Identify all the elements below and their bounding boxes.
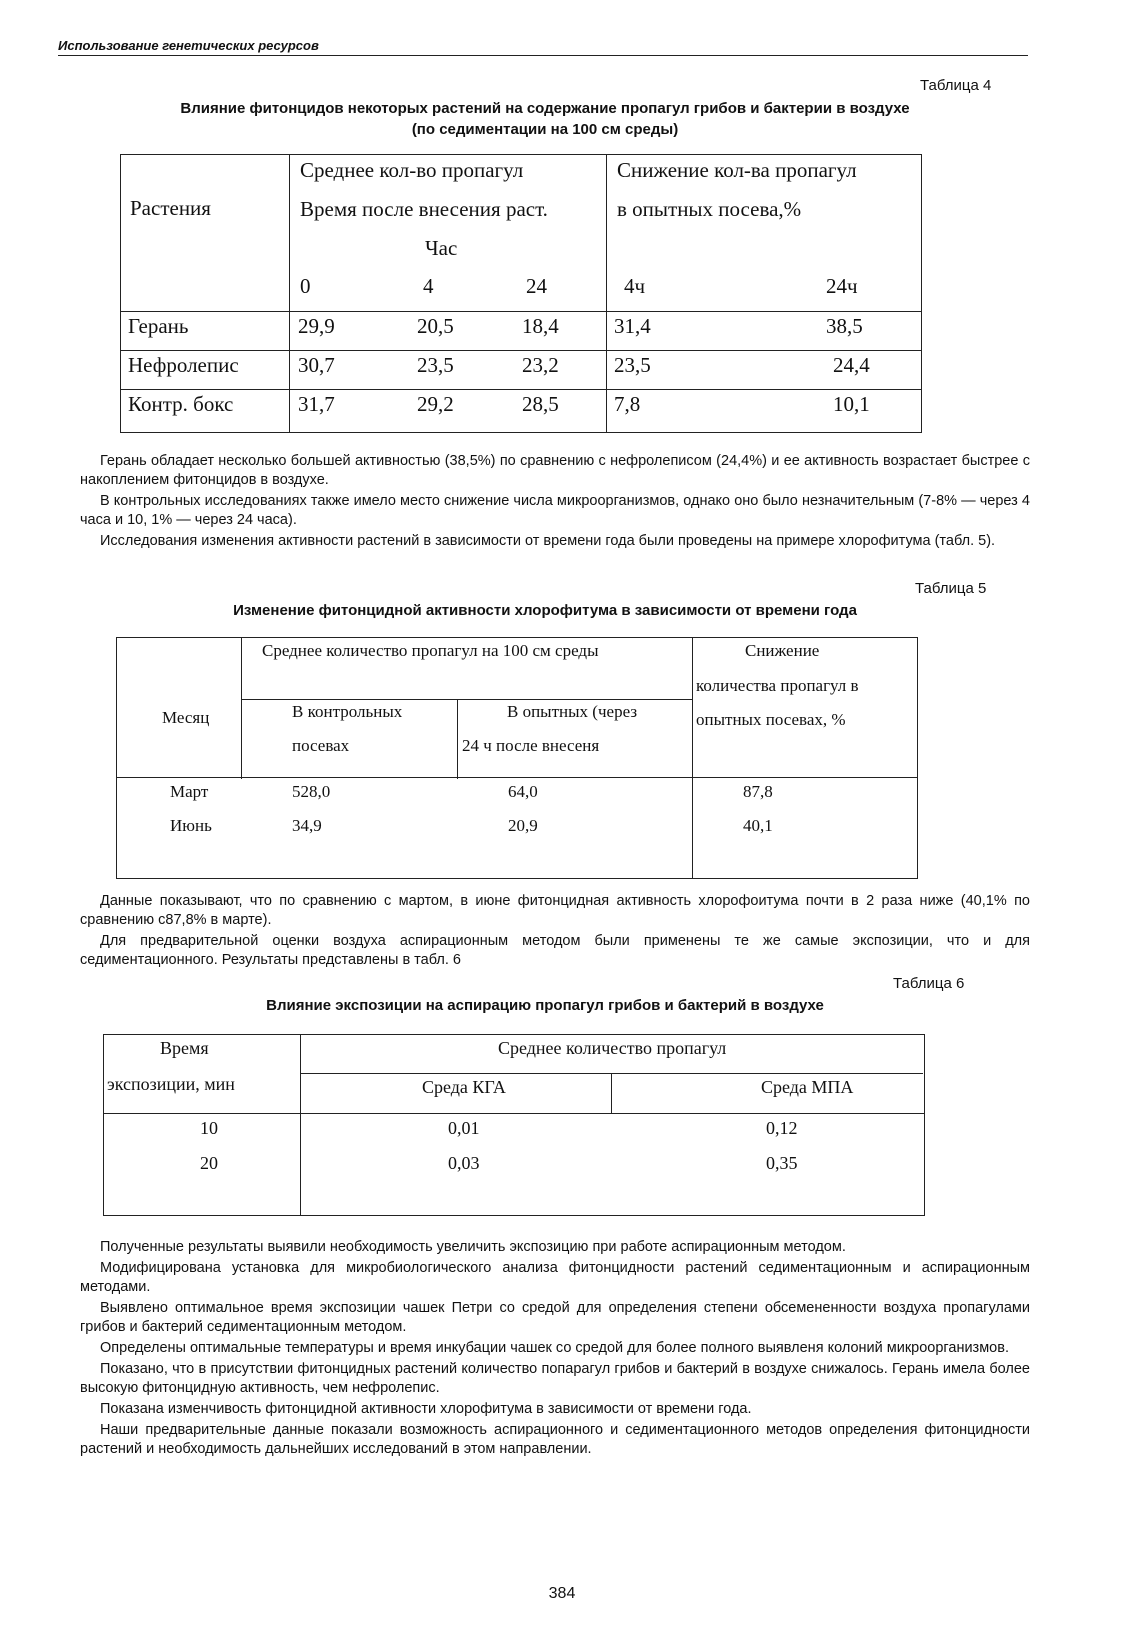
table6-cell: 0,12 — [766, 1118, 798, 1138]
table5-header-exp-2: 24 ч после внесеня — [462, 736, 600, 755]
table6-cell: 0,03 — [448, 1153, 480, 1173]
table5-divider — [457, 699, 458, 779]
table4-cell: 29,2 — [417, 392, 454, 416]
paragraph: Герань обладает несколько большей активностью (38,5%) по сравнению с нефролеписом (24,4%) и ее активность возрастает быстрее с накоплением фитонцидов в воздухе. — [80, 453, 1030, 488]
table4-title — [60, 98, 1030, 140]
table5-cell: Март — [170, 782, 209, 801]
table6-header-mpa: Среда МПА — [761, 1077, 854, 1097]
paragraph: Показано, что в присутствии фитонцидных растений количество попарагул грибов и бактерий в воздухе снижалось. Герань имела более высокую фитонцидную активность, чем нефролепис. — [80, 1361, 1030, 1396]
table6-header-avg: Среднее количество пропагул — [498, 1038, 727, 1058]
paragraph: Определены оптимальные температуры и время инкубации чашек со средой для более полного выявленя колоний микроорганизмов. — [100, 1340, 1009, 1356]
table4-title-line2: (по седиментации на 100 см среды) — [411, 121, 679, 138]
table5-header-avg: Среднее количество пропагул на 100 см среды — [262, 641, 599, 660]
table5-header-reduction: Снижение — [745, 641, 820, 660]
running-header: Использование генетических ресурсов — [58, 38, 1028, 56]
table5-header-reduction-2: количества пропагул в — [696, 676, 859, 695]
table4-header-time: Время после внесения раст. — [300, 197, 548, 221]
body-text-3 — [80, 1238, 1030, 1461]
table4-cell: 30,7 — [298, 353, 335, 377]
table6-cell: 0,01 — [448, 1118, 480, 1138]
table4-cell: 10,1 — [833, 392, 870, 416]
paragraph: Полученные результаты выявили необходимость увеличить экспозицию при работе аспирационным методом. — [100, 1239, 846, 1255]
table6-divider — [611, 1073, 612, 1113]
table4-cell: 23,2 — [522, 353, 559, 377]
table4-header-avg: Среднее кол-во пропагул — [300, 158, 524, 182]
table4-divider — [289, 154, 290, 432]
table6-divider — [300, 1034, 301, 1215]
table5-cell: 40,1 — [743, 816, 773, 835]
table5-header-reduction-3: опытных посевах, % — [696, 710, 846, 729]
table4-cell: 38,5 — [826, 314, 863, 338]
table5-header-control-2: посевах — [292, 736, 350, 755]
table6-header-kga: Среда КГА — [422, 1077, 506, 1097]
table5-cell: 20,9 — [508, 816, 538, 835]
table5-cell: 528,0 — [292, 782, 331, 801]
table6-divider — [300, 1073, 923, 1074]
table4-divider — [120, 389, 922, 390]
table6-divider — [103, 1113, 925, 1114]
table5-divider — [116, 777, 918, 778]
table4-subheader: 24 — [526, 274, 547, 298]
page-number: 384 — [548, 1585, 576, 1602]
table4-cell: 20,5 — [417, 314, 454, 338]
table5-title: Изменение фитонцидной активности хлорофитума в зависимости от времени года — [233, 602, 857, 619]
paragraph: Выявлено оптимальное время экспозиции чашек Петри со средой для определения степени обсемененности воздуха пропагулами грибов и бактерий седиментационным методом. — [80, 1300, 1030, 1335]
table5-divider — [241, 699, 692, 700]
table4-cell: 28,5 — [522, 392, 559, 416]
table6-label: Таблица 6 — [893, 975, 965, 992]
table4-cell: Контр. бокс — [128, 392, 234, 416]
table4-subheader: 4ч — [624, 274, 646, 298]
table4-border — [120, 154, 922, 433]
table4-label: Таблица 4 — [920, 77, 992, 94]
paragraph: Модифицирована установка для микробиологического анализа фитонцидности растений седиментационным и аспирационным методами. — [80, 1260, 1030, 1295]
table5-border — [116, 637, 918, 879]
paragraph: Для предварительной оценки воздуха аспирационным методом были применены те же самые экспозиции, что и для седиментационного. Результаты представлены в табл. 6 — [80, 933, 1030, 968]
paragraph: Показана изменчивость фитонцидной активности хлорофитума в зависимости от времени года. — [100, 1401, 752, 1417]
table6-title: Влияние экспозиции на аспирацию пропагул грибов и бактерий в воздухе — [266, 997, 824, 1014]
table5-label: Таблица 5 — [915, 580, 987, 597]
table4-divider — [120, 350, 922, 351]
table4-cell: 23,5 — [417, 353, 454, 377]
table4-title-line1: Влияние фитонцидов некоторых растений на содержание пропагул грибов и бактерии в воздухе — [180, 100, 910, 117]
table5-header-month: Месяц — [162, 708, 210, 727]
table4-cell: 29,9 — [298, 314, 335, 338]
table4-cell: 7,8 — [614, 392, 641, 416]
table4-header-plants: Растения — [130, 196, 211, 220]
table5-header-control: В контрольных — [292, 702, 403, 721]
table4-cell: 23,5 — [614, 353, 651, 377]
paragraph: Исследования изменения активности растений в зависимости от времени года были проведены на примере хлорофитума (табл. 5). — [100, 533, 996, 549]
table5-divider — [241, 637, 242, 779]
table6-header-time: Время — [160, 1038, 209, 1058]
table4-cell: 18,4 — [522, 314, 559, 338]
table4-divider — [120, 311, 922, 312]
table6-cell: 10 — [200, 1118, 218, 1138]
table4-subheader: 24ч — [826, 274, 858, 298]
table6-border — [103, 1034, 925, 1216]
table4-header-reduction-2: в опытных посева,% — [617, 197, 802, 221]
table4-cell: 31,7 — [298, 392, 335, 416]
table5-cell: 87,8 — [743, 782, 773, 801]
table6-cell: 0,35 — [766, 1153, 798, 1173]
table4-header-hour: Час — [425, 236, 458, 260]
table6-header-time-2: экспозиции, мин — [107, 1074, 235, 1094]
paragraph: Наши предварительные данные показали возможность аспирационного и седиментационного методов определения фитонцидности растений и необходимость дальнейших исследований в этом направлении. — [80, 1422, 1030, 1457]
body-text-1 — [80, 452, 1030, 553]
table4-cell: Герань — [128, 314, 189, 338]
table4-divider — [606, 154, 607, 432]
table5-divider — [692, 637, 693, 878]
table5-cell: 34,9 — [292, 816, 322, 835]
table5-cell: Июнь — [170, 816, 212, 835]
paragraph: В контрольных исследованиях также имело место снижение числа микроорганизмов, однако оно было незначительным (7-8% — через 4 часа и 10, 1% — через 24 часа). — [80, 493, 1030, 528]
table4-header-reduction: Снижение кол-ва пропагул — [617, 158, 857, 182]
table4-cell: 31,4 — [614, 314, 651, 338]
table4-subheader: 0 — [300, 274, 311, 298]
table5-cell: 64,0 — [508, 782, 538, 801]
table4-cell: Нефролепис — [128, 353, 239, 377]
paragraph: Данные показывают, что по сравнению с мартом, в июне фитонцидная активность хлорофоитума почти в 2 раза ниже (40,1% по сравнению с87,8% в марте). — [80, 893, 1030, 928]
table4-cell: 24,4 — [833, 353, 870, 377]
table5-header-exp: В опытных (через — [507, 702, 638, 721]
body-text-2 — [80, 892, 1030, 972]
table4-subheader: 4 — [423, 274, 434, 298]
table6-cell: 20 — [200, 1153, 218, 1173]
